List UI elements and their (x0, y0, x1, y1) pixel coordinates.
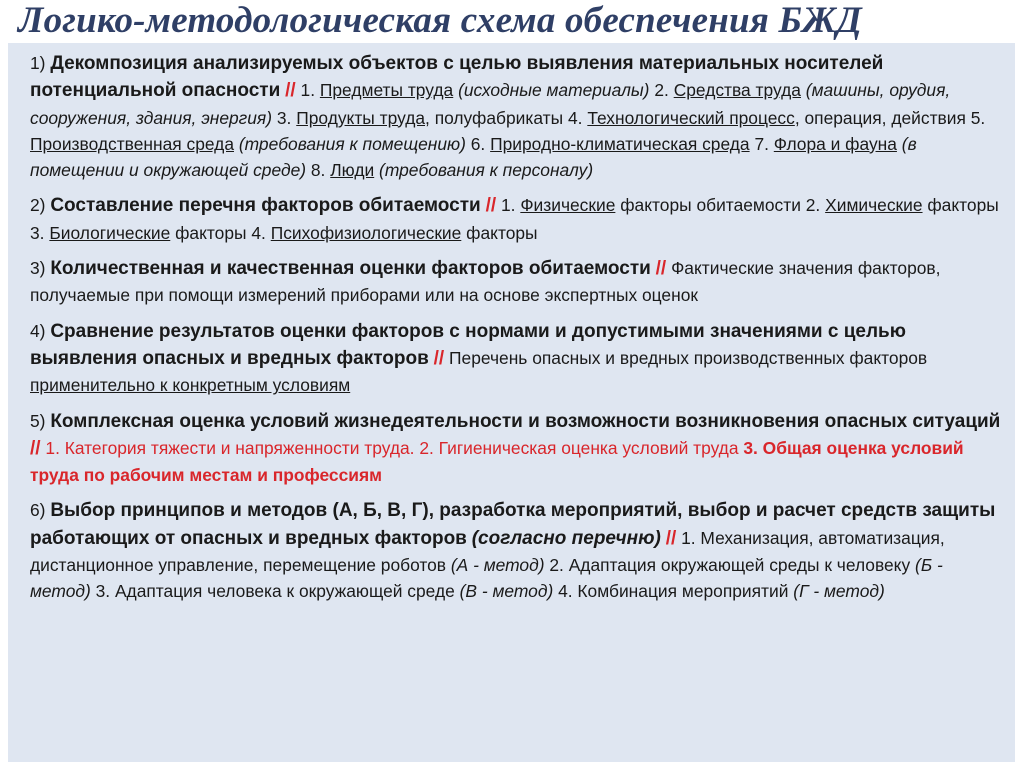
item-heading-note: (согласно перечню) (471, 527, 661, 549)
item-text: 1. Категория тяжести и напряженности труда. 2. Гигиеническая оценка условий труда (45, 437, 739, 458)
item-heading: Выбор принципов и методов (А, Б, В, Г), разработка мероприятий, выбор и расчет средств защиты работающих от опасных и вредных факторов (30, 500, 996, 549)
item-term: Природно-климатическая среда (490, 133, 750, 154)
item-term: Производственная среда (30, 133, 234, 154)
item-text: 8. (310, 160, 326, 181)
item-term: Технологический процесс (587, 107, 795, 128)
item-note: (машины, орудия, сооружения, здания, энергия) (30, 80, 951, 128)
separator: // (433, 347, 445, 369)
item-number: 4) (30, 320, 46, 341)
item-term: Предметы труда (319, 80, 454, 101)
item-text: факторы обитаемости (620, 195, 801, 216)
page-title: Логико-методологическая схема обеспечения БЖД (18, 0, 862, 41)
item-term: Флора и фауна (773, 133, 897, 154)
item-text: 4. (567, 107, 583, 128)
item-text: , операция, действия (794, 107, 966, 128)
item-heading: Декомпозиция анализируемых объектов с целью выявления материальных носителей потенциальной опасности (30, 53, 884, 102)
item-heading: Количественная и качественная оценки факторов обитаемости (50, 258, 651, 280)
separator: // (485, 195, 497, 217)
item-text: 1. (500, 195, 516, 216)
item-text: , полуфабрикаты (425, 107, 564, 128)
item-number: 6) (30, 500, 46, 521)
item-heading: Комплексная оценка условий жизнедеятельности и возможности возникновения опасных ситуаций (50, 410, 1001, 432)
list-item-1 (30, 50, 1001, 183)
item-term: Средства труда (673, 80, 801, 101)
item-text: Фактические значения факторов, получаемые при помощи измерений приборами или на основе экспертных оценок (30, 258, 941, 306)
item-text: факторы (175, 222, 247, 243)
item-note: (требования к помещению) (238, 133, 466, 154)
item-text: 2. (805, 195, 821, 216)
item-term: Физические (520, 195, 616, 216)
separator: // (665, 527, 677, 549)
item-text: 2. (654, 80, 669, 101)
item-text: 3. (276, 107, 292, 128)
item-text: факторы (466, 222, 538, 243)
item-note: (Г - метод) (793, 581, 885, 602)
item-text: 4. Комбинация мероприятий (558, 581, 789, 602)
item-number: 1) (30, 53, 46, 73)
item-term: применительно к конкретным условиям (30, 375, 351, 396)
item-note: (А - метод) (450, 555, 545, 576)
item-note: (В - метод) (459, 581, 554, 602)
item-heading: Составление перечня факторов обитаемости (50, 195, 481, 217)
item-note: (в помещении и окружающей среде) (30, 133, 917, 181)
item-note: (Б - метод) (30, 555, 943, 602)
item-text-emphasis: 3. Общая оценка условий труда по рабочим местам и профессиям (30, 437, 964, 486)
item-note: (требования к персоналу) (379, 160, 594, 181)
item-number: 5) (30, 410, 46, 431)
item-term: Психофизиологические (270, 222, 462, 243)
separator: // (655, 258, 667, 280)
item-text: 6. (470, 133, 486, 154)
item-text: факторы (927, 195, 999, 216)
content-panel (8, 43, 1015, 762)
item-text: 4. (251, 222, 266, 243)
list-item-5 (30, 408, 1001, 489)
item-heading: Сравнение результатов оценки факторов с нормами и допустимыми значениями с целью выявления опасных и вредных факторов (30, 320, 906, 369)
list-item-6 (30, 497, 1001, 604)
item-text: 3. Адаптация человека к окружающей среде (95, 581, 455, 602)
item-term: Химические (825, 195, 923, 216)
item-text: Перечень опасных и вредных производственных факторов (449, 347, 928, 368)
item-text: 3. (30, 222, 45, 243)
item-text: 1. (300, 80, 316, 101)
separator: // (285, 80, 296, 102)
list-item-4 (30, 318, 1001, 399)
item-text: 7. (754, 133, 769, 154)
item-text: 1. Механизация, автоматизация, дистанционное управление, перемещение роботов (30, 527, 945, 576)
separator: // (30, 437, 41, 459)
item-note: (исходные материалы) (458, 80, 650, 101)
item-number: 2) (30, 195, 46, 216)
item-text: 5. (970, 107, 986, 128)
list-item-3 (30, 255, 1001, 309)
item-text: 2. Адаптация окружающей среды к человеку (549, 555, 911, 576)
item-term: Продукты труда (296, 107, 426, 128)
item-number: 3) (30, 258, 46, 279)
list-item-2 (30, 192, 1001, 246)
item-term: Биологические (49, 222, 171, 243)
item-term: Люди (330, 160, 375, 181)
